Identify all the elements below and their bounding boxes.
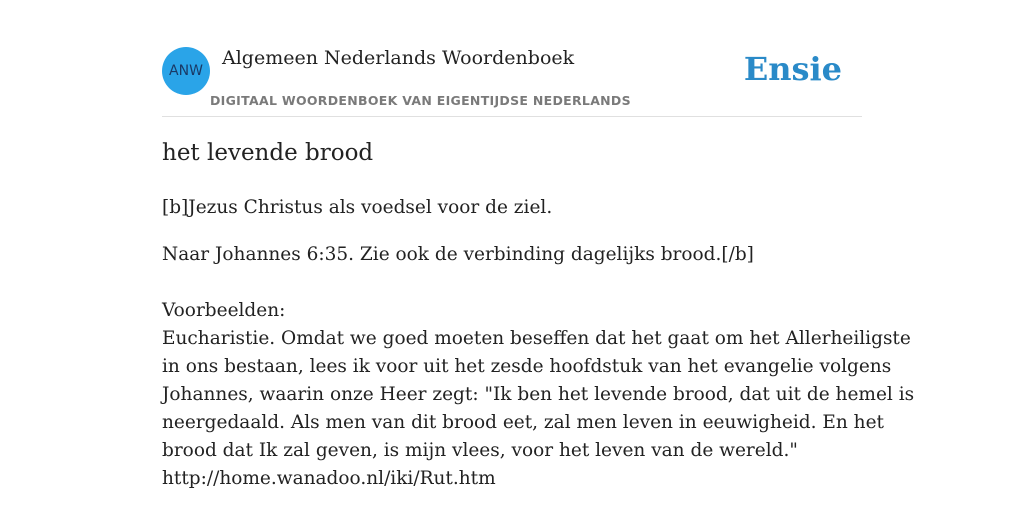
entry-note: Naar Johannes 6:35. Zie ook de verbinding dagelijks brood.[/b]	[162, 244, 754, 265]
entry-title: het levende brood	[162, 140, 374, 166]
example-line: Johannes, waarin onze Heer zegt: "Ik ben het levende brood, dat uit de hemel is	[162, 384, 915, 405]
entry-content	[162, 194, 915, 493]
example-source-url: http://home.wanadoo.nl/iki/Rut.htm	[162, 468, 496, 489]
example-line: in ons bestaan, lees ik voor uit het zesde hoofdstuk van het evangelie volgens	[162, 356, 892, 377]
example-line: brood dat Ik zal geven, is mijn vlees, voor het leven van de wereld."	[162, 440, 798, 461]
site-header	[162, 40, 862, 117]
anw-logo[interactable]	[162, 47, 210, 95]
site-title[interactable]: Algemeen Nederlands Woordenboek	[222, 47, 575, 69]
ensie-brand-link[interactable]: Ensie	[743, 50, 842, 88]
example-line: Eucharistie. Omdat we goed moeten beseffen dat het gaat om het Allerheiligste	[162, 328, 911, 349]
entry-definition: [b]Jezus Christus als voedsel voor de ziel.	[162, 197, 553, 218]
example-line: neergedaald. Als men van dit brood eet, zal men leven in eeuwigheid. En het	[162, 412, 884, 433]
examples-label: Voorbeelden:	[162, 300, 286, 321]
anw-logo-text: ANW	[169, 63, 203, 79]
site-subtitle: DIGITAAL WOORDENBOEK VAN EIGENTIJDSE NEDERLANDS	[210, 93, 631, 108]
